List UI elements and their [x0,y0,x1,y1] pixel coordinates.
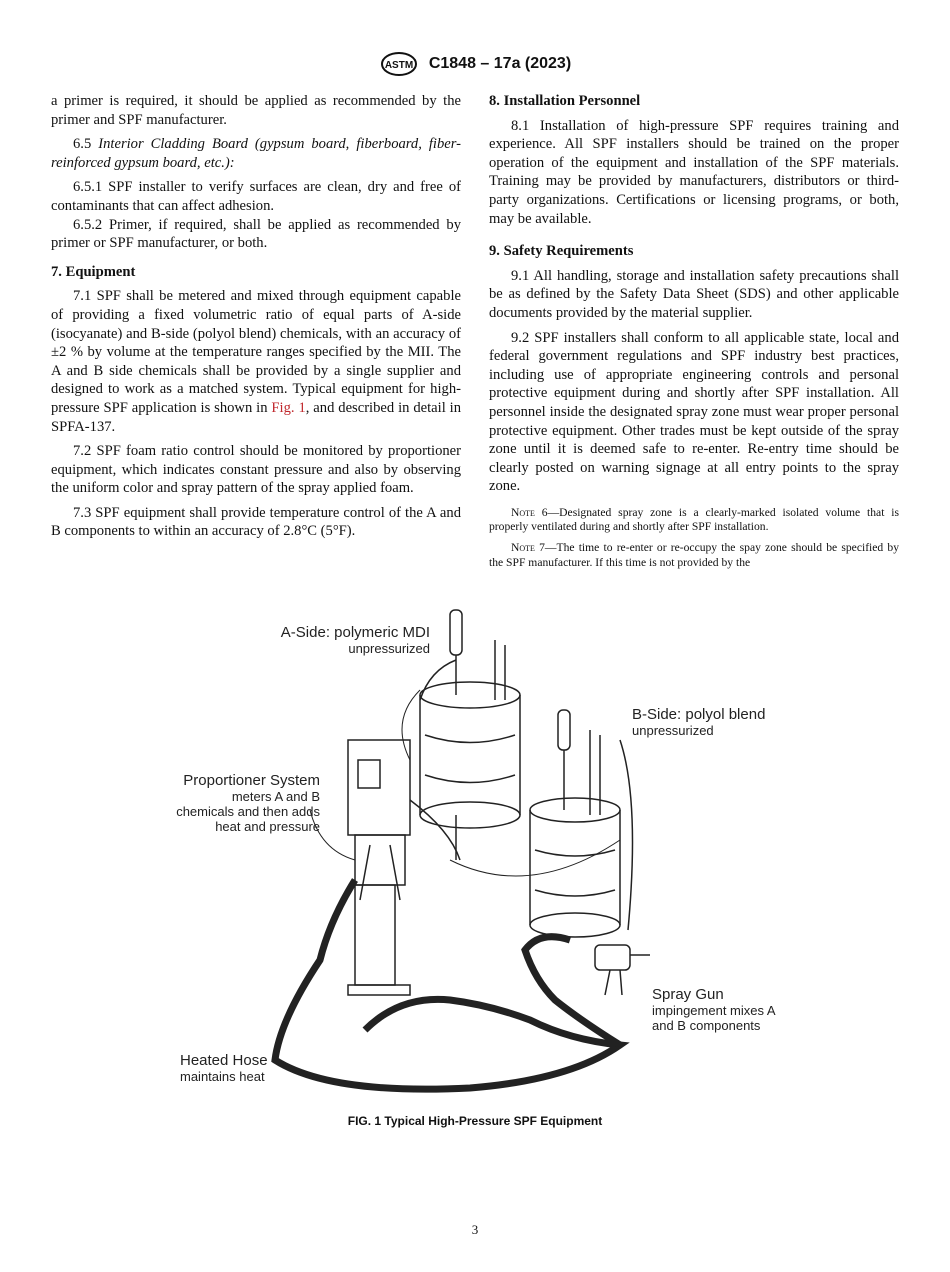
label-b-side: B-Side: polyol blend unpressurized [632,706,766,738]
paragraph-9-1: 9.1 All handling, storage and installation safety precautions shall be as defined by the Safety Data Sheet (SDS) and other applicable documents provided by the material supplier. [489,267,899,321]
figure-caption: FIG. 1 Typical High-Pressure SPF Equipment [347,1114,603,1128]
label-heated-hose: Heated Hose maintains heat [180,1052,268,1084]
heading-installation-personnel: 8. Installation Personnel [489,93,641,109]
proportioner-unit [348,740,460,995]
document-id: C1848 – 17a (2023) [428,55,572,72]
figure-spf-equipment [150,600,810,1100]
paragraph-7-2: 7.2 SPF foam ratio control should be monitored by proportioner equipment, which indicates constant pressure and also by observing the uniform color and spray pattern of the spray applied foam. [51,443,461,497]
paragraph-8-1: 8.1 Installation of high-pressure SPF requires training and experience. All SPF installers should be trained on the proper operation of the equipment and installation of the SPF materials. Training may be provided by manufacturers, distributors or third-party organizations. Certifications or licensing programs, or both, may be available. [489,117,899,227]
section-6-5-title: Interior Cladding Board (gypsum board, fiberboard, fiber-reinforced gypsum board, etc.): [51,136,461,171]
spray-gun-drawing [595,945,650,995]
paragraph-6-5-2: 6.5.2 Primer, if required, shall be applied as recommended by primer or SPF manufacturer, or both. [51,216,461,252]
b-side-drum [530,710,633,937]
paragraph-6-5-1: 6.5.1 SPF installer to verify surfaces are clean, dry and free of contaminants that can affect adhesion. [51,179,461,214]
paragraph-9-2: 9.2 SPF installers shall conform to all applicable state, local and federal government regulations and SPF industry best practices, including use of appropriate engineering controls and personal protective equipment during and shortly after SPF installation. All personnel inside the designated spray zone must wear proper personal protective equipment. Other trades must be kept outside of the spray zone until it is deemed safe to re-enter. Re-entry time should be clearly posted on warning signage at all entry points to the spray zone. [489,329,899,495]
paragraph-7-3: 7.3 SPF equipment shall provide temperature control of the A and B components to within an accuracy of 2.8°C (5°F). [51,504,461,540]
note-7: Note 7—The time to re-enter or re-occupy the spay zone should be specified by the SPF manufacturer. If this time is not provided by the [489,541,899,569]
page-number: 3 [471,1222,479,1237]
label-spray-gun: Spray Gun impingement mixes A and B components [652,986,776,1033]
astm-logo [379,50,419,78]
fig-1-link[interactable]: Fig. 1 [271,399,306,416]
label-a-side: A-Side: polymeric MDI unpressurized [280,624,430,656]
paragraph-6-5: 6.5 Interior Cladding Board (gypsum board, fiberboard, fiber-reinforced gypsum board, etc.): [51,136,461,171]
paragraph-7-1: 7.1 SPF shall be metered and mixed through equipment capable of providing a fixed volumetric ratio of equal parts of A-side (isocyanate) and B-side (polyol blend) chemicals, with an accuracy of ±2 % by volume at the temperature ranges specified by the MII. The A and B side chemicals shall be provided by a single supplier and designed to work as a matched system. Typical equipment for high-pressure SPF application is shown in Fig. 1, and described in detail in SPFA-137. [51,288,462,435]
heated-hose [275,880,620,1089]
left-column [51,92,461,547]
label-proportioner: Proportioner System meters A and B chemicals and then adds heat and pressure [176,772,320,834]
svg-text:ASTM: ASTM [384,60,413,71]
note-6: Note 6—Designated spray zone is a clearly-marked isolated volume that is properly ventilated during and shortly after SPF installation. [489,505,899,534]
paragraph-continuation: a primer is required, it should be applied as recommended by the primer and SPF manufacturer. [51,93,461,128]
heading-safety-requirements: 9. Safety Requirements [489,243,634,260]
right-column [489,92,899,576]
heading-equipment: 7. Equipment [51,263,136,280]
page-header [0,50,950,78]
